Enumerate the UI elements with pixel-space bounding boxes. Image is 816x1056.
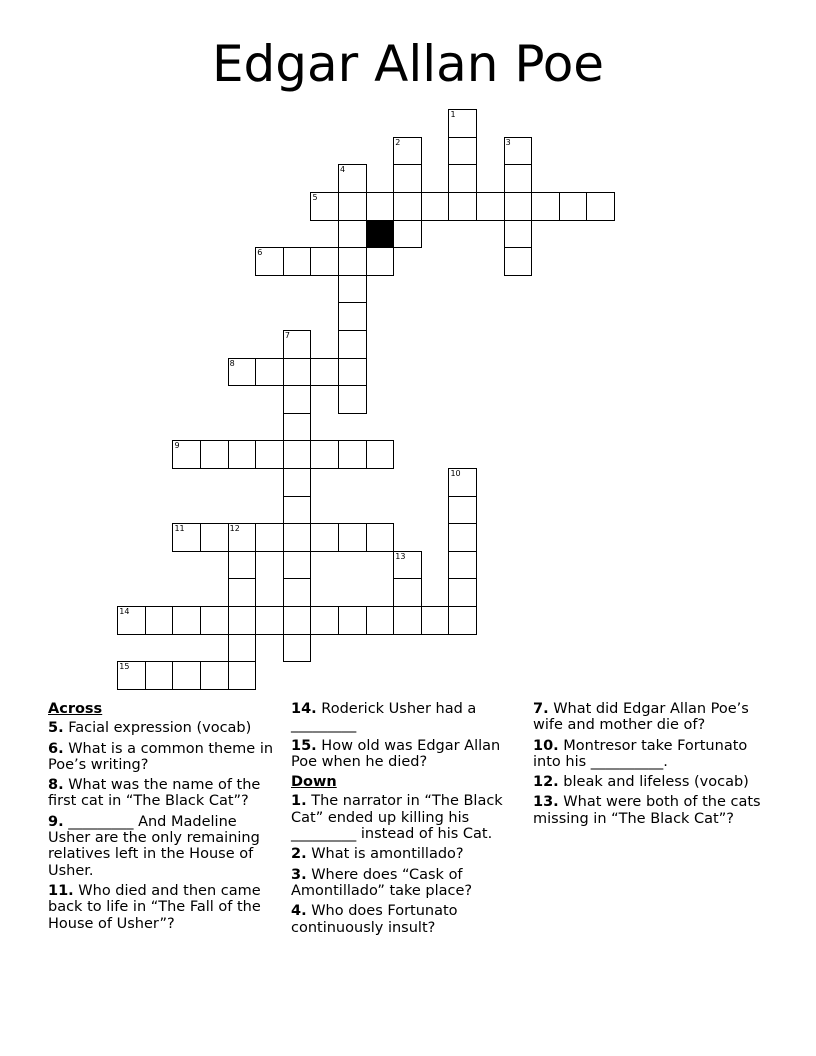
clue-text: What was the name of the first cat in “The Black Cat”? (48, 777, 261, 810)
clue-number: 3. (291, 866, 307, 883)
crossword-cell[interactable] (448, 109, 477, 138)
crossword-cell[interactable] (504, 247, 533, 276)
clue-down-3 (291, 867, 525, 900)
crossword-cell[interactable] (448, 468, 477, 497)
cell-number: 2 (395, 137, 401, 147)
crossword-cell[interactable] (172, 523, 201, 552)
crossword-cell[interactable] (228, 634, 257, 663)
clue-text: What were both of the cats missing in “The Black Cat”? (533, 794, 761, 827)
clue-number: 9. (48, 813, 64, 830)
cell-number: 11 (174, 524, 185, 534)
cell-number: 4 (340, 165, 346, 175)
clue-text: Facial expression (vocab) (68, 720, 252, 737)
clue-across-15 (291, 738, 525, 771)
crossword-cell[interactable] (421, 606, 450, 635)
crossword-cell[interactable] (255, 606, 284, 635)
crossword-cell[interactable] (338, 358, 367, 387)
cell-number: 10 (450, 469, 461, 479)
crossword-cell[interactable] (117, 661, 146, 690)
cell-number: 5 (312, 193, 318, 203)
crossword-cell[interactable] (228, 440, 257, 469)
crossword-cell[interactable] (393, 578, 422, 607)
crossword-cell[interactable] (504, 137, 533, 166)
crossword-cell[interactable] (283, 385, 312, 414)
clue-text: Montresor take Fortunato into his __________. (533, 737, 748, 770)
cell-number: 9 (174, 441, 180, 451)
crossword-cell[interactable] (366, 440, 395, 469)
clue-text: Roderick Usher had a _________ (291, 701, 477, 734)
crossword-cell[interactable] (393, 164, 422, 193)
crossword-cell[interactable] (338, 220, 367, 249)
clues-column-1 (48, 701, 280, 936)
crossword-cell[interactable] (145, 661, 174, 690)
crossword-cell[interactable] (504, 192, 533, 221)
crossword-cell[interactable] (310, 247, 339, 276)
crossword-cell[interactable] (338, 330, 367, 359)
clue-text: How old was Edgar Allan Poe when he died? (291, 737, 501, 770)
cell-number: 13 (395, 551, 406, 561)
clue-text: Who does Fortunato continuously insult? (291, 903, 458, 936)
crossword-cell[interactable] (393, 606, 422, 635)
crossword-cell[interactable] (448, 578, 477, 607)
crossword-cell[interactable] (255, 523, 284, 552)
crossword-cell[interactable] (504, 164, 533, 193)
crossword-cell[interactable] (366, 606, 395, 635)
crossword-cell[interactable] (228, 578, 257, 607)
crossword-cell[interactable] (310, 192, 339, 221)
crossword-cell[interactable] (310, 523, 339, 552)
clue-down-2 (291, 846, 525, 862)
crossword-cell[interactable] (338, 247, 367, 276)
clue-text: _________ And Madeline Usher are the only remaining relatives left in the House of Usher. (48, 813, 260, 879)
clue-text: bleak and lifeless (vocab) (563, 774, 749, 791)
clue-number: 10. (533, 737, 559, 754)
clue-text: What did Edgar Allan Poe’s wife and mother die of? (533, 701, 749, 734)
crossword-cell[interactable] (117, 606, 146, 635)
crossword-cell[interactable] (255, 358, 284, 387)
across-heading: Across (48, 701, 103, 717)
crossword-cell[interactable] (228, 358, 257, 387)
crossword-cell[interactable] (504, 220, 533, 249)
cell-number: 3 (505, 137, 511, 147)
clue-across-5 (48, 720, 280, 736)
crossword-cell[interactable] (393, 220, 422, 249)
crossword-cell[interactable] (338, 440, 367, 469)
crossword-cell[interactable] (283, 413, 312, 442)
clue-down-7 (533, 701, 773, 734)
cell-number: 8 (229, 358, 235, 368)
cell-number: 14 (119, 607, 130, 617)
crossword-cell[interactable] (338, 385, 367, 414)
crossword-cell[interactable] (200, 606, 229, 635)
crossword-cell[interactable] (338, 606, 367, 635)
clue-across-11 (48, 883, 280, 932)
crossword-cell[interactable] (448, 606, 477, 635)
crossword-cell[interactable] (283, 606, 312, 635)
crossword-cell[interactable] (338, 192, 367, 221)
crossword-cell[interactable] (228, 551, 257, 580)
clue-number: 15. (291, 737, 317, 754)
clue-down-4 (291, 903, 525, 936)
crossword-cell[interactable] (200, 440, 229, 469)
clue-across-8 (48, 777, 280, 810)
crossword-cell[interactable] (200, 523, 229, 552)
crossword-cell[interactable] (448, 551, 477, 580)
crossword-cell[interactable] (366, 523, 395, 552)
crossword-cell[interactable] (283, 247, 312, 276)
crossword-cell[interactable] (338, 523, 367, 552)
crossword-cell[interactable] (448, 192, 477, 221)
clue-number: 5. (48, 720, 64, 737)
clue-text: What is a common theme in Poe’s writing? (48, 740, 274, 773)
crossword-cell[interactable] (310, 440, 339, 469)
clue-number: 7. (533, 701, 549, 717)
clue-text: Who died and then came back to life in “The Fall of the House of Usher”? (48, 882, 261, 932)
crossword-cell[interactable] (338, 275, 367, 304)
crossword-cell[interactable] (338, 164, 367, 193)
crossword-cell[interactable] (283, 634, 312, 663)
crossword-cell[interactable] (200, 661, 229, 690)
cell-number: 7 (284, 331, 290, 341)
crossword-cell[interactable] (366, 247, 395, 276)
crossword-cell[interactable] (283, 440, 312, 469)
crossword-cell[interactable] (283, 551, 312, 580)
crossword-cell[interactable] (283, 468, 312, 497)
crossword-cell[interactable] (255, 247, 284, 276)
crossword-cell[interactable] (172, 661, 201, 690)
crossword-cell[interactable] (310, 606, 339, 635)
crossword-cell[interactable] (255, 440, 284, 469)
crossword-cell[interactable] (283, 523, 312, 552)
crossword-cell[interactable] (366, 192, 395, 221)
crossword-cell[interactable] (586, 192, 615, 221)
clue-number: 8. (48, 777, 64, 794)
clue-number: 12. (533, 774, 559, 791)
crossword-cell[interactable] (448, 523, 477, 552)
crossword-cell[interactable] (448, 164, 477, 193)
cell-number: 1 (450, 110, 456, 120)
clues-column-3 (533, 701, 773, 831)
clue-across-14 (291, 701, 525, 734)
clue-across-9 (48, 814, 280, 879)
puzzle-title: Edgar Allan Poe (211, 35, 605, 93)
crossword-cell[interactable] (283, 578, 312, 607)
crossword-cell[interactable] (283, 496, 312, 525)
cell-number: 15 (119, 662, 130, 672)
clue-number: 13. (533, 794, 559, 811)
clue-number: 2. (291, 846, 307, 863)
crossword-cell[interactable] (172, 440, 201, 469)
down-heading: Down (291, 774, 337, 791)
crossword-cell[interactable] (228, 606, 257, 635)
crossword-cell[interactable] (283, 330, 312, 359)
crossword-cell[interactable] (393, 192, 422, 221)
clue-text: Where does “Cask of Amontillado” take place? (291, 866, 473, 899)
crossword-cell[interactable] (338, 302, 367, 331)
crossword-cell[interactable] (448, 137, 477, 166)
crossword-cell[interactable] (531, 192, 560, 221)
clue-number: 1. (291, 793, 307, 810)
cell-number: 6 (257, 248, 263, 258)
clue-across-6 (48, 741, 280, 774)
crossword-cell[interactable] (393, 137, 422, 166)
crossword-cell[interactable] (145, 606, 174, 635)
clue-number: 11. (48, 882, 74, 899)
clue-down-13 (533, 794, 773, 827)
crossword-cell[interactable] (283, 358, 312, 387)
crossword-cell[interactable] (559, 192, 588, 221)
crossword-cell[interactable] (393, 551, 422, 580)
clue-down-10 (533, 738, 773, 771)
clue-down-12 (533, 774, 773, 790)
crossword-cell[interactable] (310, 358, 339, 387)
clue-text: What is amontillado? (311, 846, 464, 863)
crossword-cell[interactable] (228, 523, 257, 552)
crossword-cell[interactable] (228, 661, 257, 690)
crossword-cell[interactable] (476, 192, 505, 221)
crossword-block-cell (366, 220, 395, 249)
crossword-cell[interactable] (421, 192, 450, 221)
crossword-cell[interactable] (172, 606, 201, 635)
clues-column-2 (291, 701, 525, 940)
clue-text: The narrator in “The Black Cat” ended up killing his _________ instead of his Cat. (291, 793, 503, 843)
cell-number: 12 (229, 524, 240, 534)
crossword-cell[interactable] (448, 496, 477, 525)
clue-down-1 (291, 793, 525, 842)
clue-number: 4. (291, 903, 307, 920)
clue-number: 14. (291, 701, 317, 717)
clue-number: 6. (48, 740, 64, 757)
